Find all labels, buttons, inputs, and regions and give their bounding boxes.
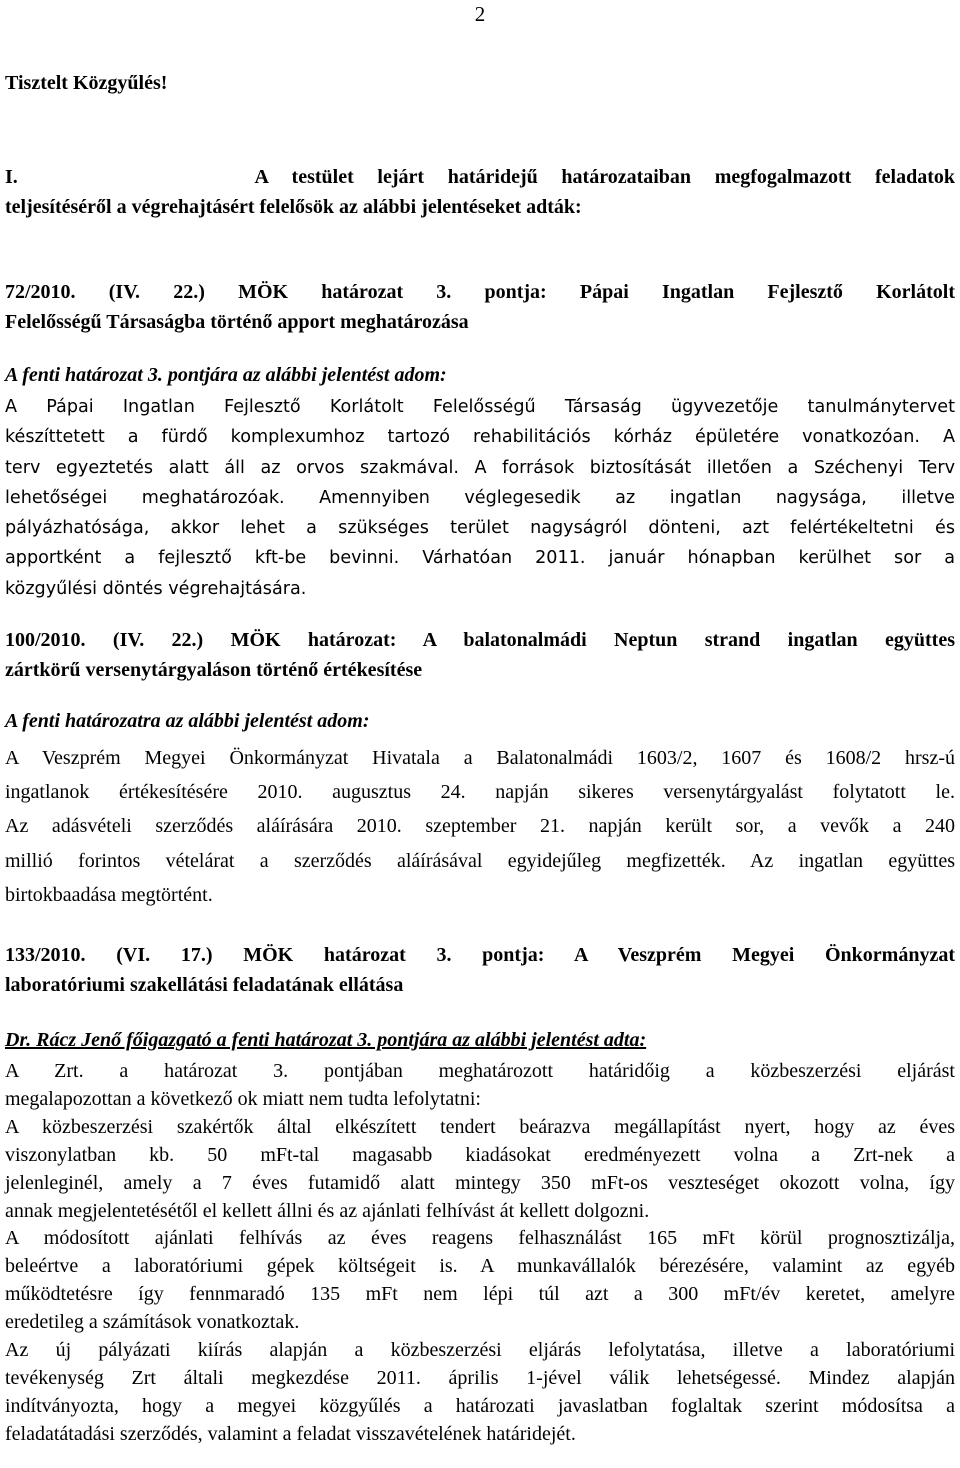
item2-line: A Veszprém Megyei Önkormányzat Hivatala a Balatonalmádi 1603/2, 1607 és 1608/2 hrsz-ú — [5, 747, 955, 769]
item3-line: indítványozta, hogy a megyei közgyűlés a határozati javaslatban foglaltak szerint módosítsa a — [5, 1394, 955, 1417]
item2-body — [5, 741, 955, 912]
item1-line: terv egyeztetés alatt áll az orvos szakmával. A források biztosítását illetően a Széchenyi Terv — [5, 457, 955, 478]
item3-line: megalapozottan a következő ok miatt nem tudta lefolytatni: — [5, 1087, 481, 1110]
item1-heading — [5, 277, 955, 337]
section-heading-text1: A testület lejárt határidejű határozataiban megfogalmazott feladatok — [254, 166, 956, 188]
item2-heading-line2: zártkörű versenytárgyaláson történő értékesítése — [5, 659, 423, 681]
item3-body — [5, 1058, 955, 1449]
item3-line: beleértve a laboratóriumi gépek költségeit is. A munkavállalók bérezésére, valamint az egyéb — [5, 1255, 955, 1278]
item3-heading-line2: laboratóriumi szakellátási feladatának ellátása — [5, 974, 404, 996]
item3-heading-line1: 133/2010. (VI. 17.) MÖK határozat 3. pontja: A Veszprém Megyei Önkormányzat — [5, 944, 955, 966]
item3-line: Az új pályázati kiírás alapján a közbeszerzési eljárás lefolytatása, illetve a laboratóriumi — [5, 1339, 955, 1362]
item3-line: működtetésre így fennmaradó 135 mFt nem lépi túl azt a 300 mFt/év keretet, amelyre — [5, 1283, 955, 1306]
item1-body — [5, 392, 955, 604]
item1-line: lehetőségei meghatározóak. Amennyiben véglegesedik az ingatlan nagysága, illetve — [5, 487, 955, 508]
item1-heading-line2: Felelősségű Társaságba történő apport meghatározása — [5, 311, 469, 333]
item1-line: apportként a fejlesztő kft-be bevinni. Várhatóan 2011. január hónapban kerülhet sor a — [5, 548, 955, 569]
item2-heading-line1: 100/2010. (IV. 22.) MÖK határozat: A balatonalmádi Neptun strand ingatlan együttes — [5, 629, 955, 651]
item3-line: tevékenység Zrt általi megkezdése 2011. április 1-jével válik lehetségessé. Mindez alapján — [5, 1366, 955, 1389]
item3-line: annak megjelentetésétől el kellett állni és az ajánlati felhívást át kellett dolgozni. — [5, 1199, 650, 1222]
item3-line: feladatátadási szerződés, valamint a feladat visszavételének határidejét. — [5, 1422, 576, 1445]
item1-line: közgyűlési döntés végrehajtására. — [5, 578, 307, 599]
item2-heading — [5, 625, 955, 685]
item3-line: A módosított ajánlati felhívás az éves reagens felhasználást 165 mFt körül prognosztizálja, — [5, 1227, 955, 1250]
item1-heading-line1: 72/2010. (IV. 22.) MÖK határozat 3. pontja: Pápai Ingatlan Fejlesztő Korlátolt — [5, 281, 955, 303]
item1-line: pályázhatósága, akkor lehet a szükséges terület nagyságról dönteni, azt felértékeltetni és — [5, 518, 955, 539]
item2-line: birtokbaadása megtörtént. — [5, 883, 213, 906]
item1-line: A Pápai Ingatlan Fejlesztő Korlátolt Felelősségű Társaság ügyvezetője tanulmánytervet — [5, 397, 955, 417]
item3-line: eredetileg a számítások vonatkoztak. — [5, 1311, 300, 1334]
item1-report-label: A fenti határozat 3. pontjára az alábbi jelentést adom: — [5, 364, 447, 386]
item3-line: jelenleginél, amely a 7 éves futamidő alatt mintegy 350 mFt-os veszteséget okozott volna, így — [5, 1171, 955, 1194]
section-numeral: I. — [5, 166, 18, 188]
item2-report-label: A fenti határozatra az alábbi jelentést adom: — [5, 710, 370, 732]
item2-line: millió forintos vételárat a szerződés aláírásával egyidejűleg megfizették. Az ingatlan együttes — [5, 849, 955, 872]
item3-line: A Zrt. a határozat 3. pontjában meghatározott határidőig a közbeszerzési eljárást — [5, 1060, 955, 1082]
item2-line: ingatlanok értékesítésére 2010. augusztus 24. napján sikeres versenytárgyalást folytatott le. — [5, 781, 955, 804]
item1-line: készíttetett a fürdő komplexumhoz tartozó rehabilitációs kórház épületére vonatkozóan. A — [5, 427, 955, 448]
item3-heading — [5, 940, 955, 1000]
item2-line: Az adásvételi szerződés aláírására 2010. szeptember 21. napján került sor, a vevők a 240 — [5, 815, 955, 838]
item3-report-label: Dr. Rácz Jenő főigazgató a fenti határozat 3. pontjára az alábbi jelentést adta: — [5, 1029, 647, 1051]
salutation: Tisztelt Közgyűlés! — [5, 72, 168, 94]
page-number: 2 — [474, 2, 486, 26]
item3-line: A közbeszerzési szakértők által elkészített tendert beárazva megállapítást nyert, hogy az éves — [5, 1115, 955, 1138]
section-heading-line2: teljesítéséről a végrehajtásért felelősök az alábbi jelentéseket adták: — [5, 196, 582, 218]
section-heading — [5, 162, 955, 222]
item3-line: viszonylatban kb. 50 mFt-tal magasabb kiadásokat eredményezett volna a Zrt-nek a — [5, 1143, 955, 1166]
section-heading-line1 — [5, 162, 955, 192]
